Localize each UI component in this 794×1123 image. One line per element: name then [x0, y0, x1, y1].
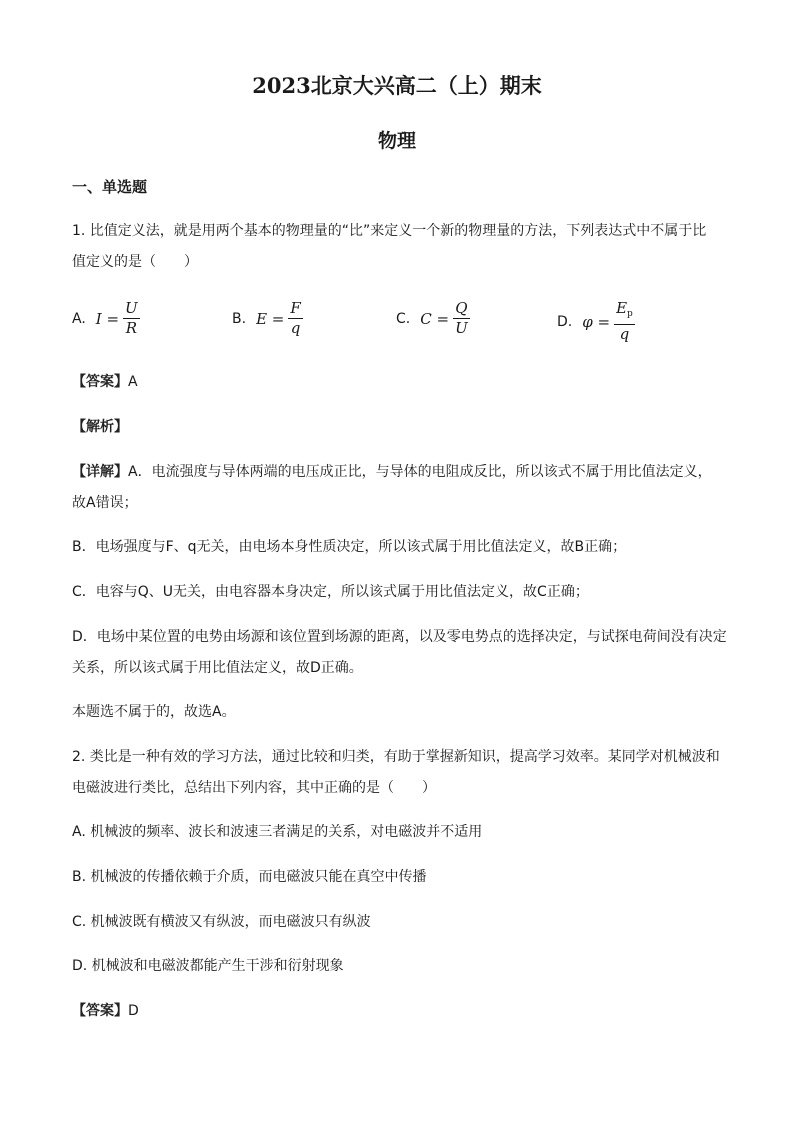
formula-fraction: [123, 300, 140, 337]
subject-title: 物理: [377, 130, 416, 152]
formula-lhs: I =: [95, 309, 120, 328]
q1-detail-c: C．电容与Q、U无关，由电容器本身决定，所以该式属于用比值法定义，故C正确；: [72, 584, 589, 600]
formula-lhs: C =: [420, 309, 450, 328]
denominator: q: [619, 325, 630, 343]
answer-tag: 【答案】: [72, 1003, 128, 1019]
denominator: q: [290, 319, 301, 337]
section-heading: 一、单选题: [72, 178, 148, 196]
answer-value: A: [128, 374, 138, 390]
q1-option-a: [72, 300, 140, 337]
detail-tag: 【详解】: [72, 464, 128, 480]
q1-detail-b: B．电场强度与F、q无关，由电场本身性质决定，所以该式属于用比值法定义，故B正确；: [72, 539, 627, 555]
numerator-subscript: p: [627, 309, 633, 319]
formula-lhs: φ =: [582, 312, 611, 331]
option-label: D.: [557, 313, 573, 330]
q2-option-b: B. 机械波的传播依赖于介质，而电磁波只能在真空中传播: [72, 869, 427, 885]
q1-stem-line2: 值定义的是（ ）: [72, 254, 198, 270]
numerator: Q: [455, 299, 468, 317]
q2-answer: [72, 1002, 724, 1020]
q2-option-c: C. 机械波既有横波又有纵波，而电磁波只有纵波: [72, 914, 371, 930]
q1-detail-d-line2: 关系，所以该式属于用比值法定义，故D正确。: [72, 660, 363, 676]
q2-stem-line1: 2. 类比是一种有效的学习方法，通过比较和归类，有助于掌握新知识，提高学习效率。某同学对机械波和: [72, 749, 720, 765]
option-label: C.: [396, 310, 411, 327]
q2-stem-line2: 电磁波进行类比，总结出下列内容，其中正确的是（ ）: [72, 780, 436, 796]
formula-lhs: E =: [256, 309, 285, 328]
q1-analysis-tag: [72, 418, 724, 436]
q1-option-b: [232, 300, 303, 337]
numerator: U: [125, 299, 138, 317]
detail-a-text: A．电流强度与导体两端的电压成正比，与导体的电阻成反比，所以该式不属于用比值法定义，: [128, 464, 712, 480]
q1-detail-a-line2: 故A错误；: [72, 495, 138, 511]
q1-detail-d-line1: D．电场中某位置的电势由场源和该位置到场源的距离，以及零电势点的选择决定，与试探电荷间没有决定: [72, 629, 727, 645]
q1-conclusion: 本题选不属于的，故选A。: [72, 704, 236, 720]
q1-stem-line1: 1. 比值定义法，就是用两个基本的物理量的“比”来定义一个新的物理量的方法，下列表达式中不属于比: [72, 223, 707, 239]
numerator: F: [290, 299, 301, 317]
formula-fraction: [614, 300, 635, 343]
formula-fraction: [453, 300, 470, 337]
q1-option-d: [557, 300, 635, 343]
analysis-tag: 【解析】: [72, 419, 128, 435]
q1-detail-a-line1: [72, 463, 724, 481]
option-label: B.: [232, 310, 247, 327]
q1-option-c: [396, 300, 470, 337]
numerator: [614, 300, 635, 325]
q2-option-a: A. 机械波的频率、波长和波速三者满足的关系，对电磁波并不适用: [72, 824, 483, 840]
exam-title: 2023北京大兴高二（上）期末: [252, 73, 542, 98]
formula-fraction: [288, 300, 302, 337]
q1-answer: [72, 373, 724, 391]
answer-value: D: [128, 1003, 139, 1019]
q2-option-d: D. 机械波和电磁波都能产生干涉和衍射现象: [72, 958, 344, 974]
answer-tag: 【答案】: [72, 374, 128, 390]
numerator-main: E: [616, 299, 628, 317]
denominator: R: [125, 319, 138, 337]
denominator: U: [455, 319, 468, 337]
option-label: A.: [72, 310, 86, 327]
